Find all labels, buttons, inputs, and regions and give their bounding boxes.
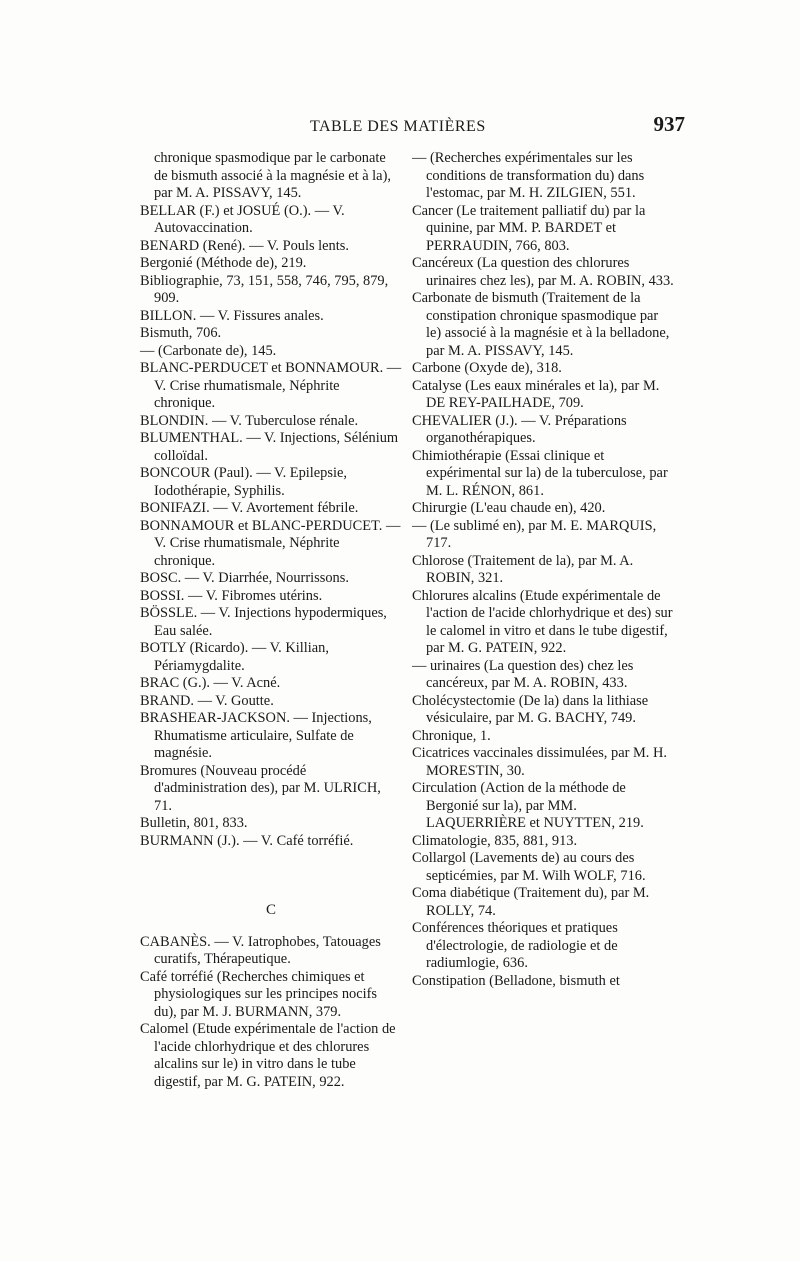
index-entry: Chimiothérapie (Essai clinique et expérimental sur la) de la tuberculose, par M. L. RÉNON, 861. <box>412 447 668 499</box>
index-entry: BURMANN (J.). — V. Café torréfié. <box>140 832 354 849</box>
index-entry: — (Recherches expérimentales sur les conditions de transformation du) dans l'estomac, par M. H. ZILGIEN, 551. <box>412 150 645 201</box>
index-entry: BOTLY (Ricardo). — V. Killian, Périamygdalite. <box>140 640 329 674</box>
index-entry: CABANÈS. — V. Iatrophobes, Tatouages curatifs, Thérapeutique. <box>140 933 381 967</box>
index-entry: Cholécystectomie (De la) dans la lithiase vésiculaire, par M. G. BACHY, 749. <box>412 692 649 726</box>
left-column <box>140 150 402 1091</box>
left-entries-b <box>140 150 402 850</box>
index-entry: Circulation (Action de la méthode de Bergonié sur la), par MM. LAQUERRIÈRE et NUYTTEN, 219. <box>412 780 644 831</box>
index-entry: Climatologie, 835, 881, 913. <box>412 832 578 849</box>
section-letter-c: C <box>265 902 276 918</box>
index-entry: BONNAMOUR et BLANC-PERDUCET. — V. Crise rhumatismale, Néphrite chronique. <box>140 517 401 569</box>
index-entry: Cancer (Le traitement palliatif du) par la quinine, par MM. P. BARDET et PERRAUDIN, 766, 803. <box>412 202 646 254</box>
running-title: TABLE DES MATIÈRES <box>310 118 486 135</box>
index-entry: BONCOUR (Paul). — V. Epilepsie, Iodothérapie, Syphilis. <box>140 465 347 499</box>
left-entries-c <box>140 934 402 1092</box>
index-entry: BLONDIN. — V. Tuberculose rénale. <box>140 412 359 429</box>
index-entry: Calomel (Etude expérimentale de l'action de l'acide chlorhydrique et des chlorures alcalins sur le) in vitro dans le tube digestif, par M. G. PATEIN, 922. <box>140 1021 396 1090</box>
index-entry: BRAND. — V. Goutte. <box>140 692 274 709</box>
index-entry: Cicatrices vaccinales dissimulées, par M. H. MORESTIN, 30. <box>412 745 667 779</box>
index-entry: BÖSSLE. — V. Injections hypodermiques, Eau salée. <box>140 605 387 639</box>
index-entry: Chlorose (Traitement de la), par M. A. ROBIN, 321. <box>412 552 634 586</box>
index-entry: BOSC. — V. Diarrhée, Nourrissons. <box>140 570 349 586</box>
index-entry: Cancéreux (La question des chlorures urinaires chez les), par M. A. ROBIN, 433. <box>412 255 674 289</box>
index-entry: Carbonate de bismuth (Traitement de la constipation chronique spasmodique par le) associé à la magnésie et à la belladone, par M. A. PISSAVY, 145. <box>412 290 670 359</box>
index-entry: Coma diabétique (Traitement du), par M. ROLLY, 74. <box>412 885 650 919</box>
index-entry: BLANC-PERDUCET et BONNAMOUR. — V. Crise rhumatismale, Néphrite chronique. <box>140 360 402 411</box>
page-header <box>80 112 685 142</box>
index-entry: BILLON. — V. Fissures anales. <box>140 307 324 324</box>
index-entry: CHEVALIER (J.). — V. Préparations organothérapiques. <box>412 412 627 446</box>
index-entry: Conférences théoriques et pratiques d'électrologie, de radiologie et de radiumlogie, 636. <box>412 920 618 971</box>
index-entry: BLUMENTHAL. — V. Injections, Sélénium colloïdal. <box>140 430 399 464</box>
right-entries <box>412 150 674 990</box>
index-entry: BRASHEAR-JACKSON. — Injections, Rhumatisme articulaire, Sulfate de magnésie. <box>140 710 372 761</box>
index-entry: Catalyse (Les eaux minérales et la), par M. DE REY-PAILHADE, 709. <box>412 377 660 411</box>
index-entry: chronique spasmodique par le carbonate de bismuth associé à la magnésie et à la), par M. A. PISSAVY, 145. <box>154 150 391 201</box>
index-entry: BELLAR (F.) et JOSUÉ (O.). — V. Autovaccination. <box>140 202 345 236</box>
index-entry: BOSSI. — V. Fibromes utérins. <box>140 587 323 604</box>
index-entry: BONIFAZI. — V. Avortement fébrile. <box>140 500 359 516</box>
index-entry: Bismuth, 706. <box>140 325 222 341</box>
index-entry: Chronique, 1. <box>412 727 491 744</box>
index-entry: — (Le sublimé en), par M. E. MARQUIS, 717. <box>412 517 657 551</box>
index-entry: — urinaires (La question des) chez les cancéreux, par M. A. ROBIN, 433. <box>412 657 634 691</box>
index-entry: Bulletin, 801, 833. <box>140 815 248 831</box>
index-entry: Chirurgie (L'eau chaude en), 420. <box>412 500 606 516</box>
index-entry: Chlorures alcalins (Etude expérimentale de l'action de l'acide chlorhydrique et des) sur le calomel in vitro et dans le tube digestif, par M. G. PATEIN, 922. <box>412 587 673 656</box>
index-entry: Bibliographie, 73, 151, 558, 746, 795, 879, 909. <box>140 272 389 306</box>
index-entry: BENARD (René). — V. Pouls lents. <box>140 237 349 254</box>
right-column <box>412 150 674 990</box>
index-entry: Bromures (Nouveau procédé d'administration des), par M. ULRICH, 71. <box>140 762 381 814</box>
index-entry: Constipation (Belladone, bismuth et <box>412 972 620 989</box>
index-entry: BRAC (G.). — V. Acné. <box>140 675 281 691</box>
index-entry: Carbone (Oxyde de), 318. <box>412 360 562 376</box>
index-entry: Café torréfié (Recherches chimiques et physiologiques sur les principes nocifs du), par M. J. BURMANN, 379. <box>140 968 378 1020</box>
index-entry: — (Carbonate de), 145. <box>140 342 277 359</box>
index-entry: Bergonié (Méthode de), 219. <box>140 255 307 271</box>
index-entry: Collargol (Lavements de) au cours des septicémies, par M. Wilh WOLF, 716. <box>412 850 646 884</box>
page-number: 937 <box>653 112 685 136</box>
